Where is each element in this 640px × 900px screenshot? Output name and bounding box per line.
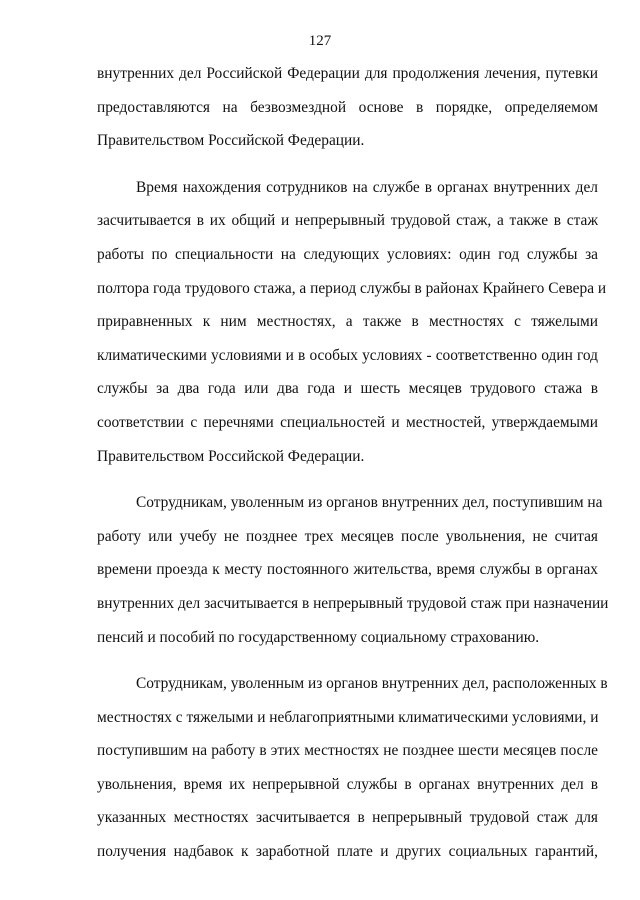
paragraph-3 bbox=[97, 486, 609, 654]
text-line: Время нахождения сотрудников на службе в органах внутренних дел bbox=[136, 178, 598, 196]
paragraph-2 bbox=[97, 171, 607, 473]
text-line: приравненных к ним местностях, а также в местностях с тяжелыми bbox=[97, 313, 598, 331]
text-line: Сотрудникам, уволенным из органов внутренних дел, расположенных в bbox=[136, 675, 608, 693]
body-text bbox=[97, 57, 609, 869]
text-line: соответствии с перечнями специальностей и местностей, утверждаемыми bbox=[97, 413, 598, 431]
text-line: Сотрудникам, уволенным из органов внутренних дел, поступившим на bbox=[136, 494, 603, 512]
paragraph-4 bbox=[97, 667, 608, 869]
text-line: местностях с тяжелыми и неблагоприятными климатическими условиями, и bbox=[97, 708, 599, 726]
text-line: работу или учебу не позднее трех месяцев после увольнения, не считая bbox=[97, 527, 598, 545]
text-line: предоставляются на безвозмездной основе в порядке, определяемом bbox=[97, 98, 598, 116]
text-line: увольнения, время их непрерывной службы в органах внутренних дел в bbox=[97, 775, 598, 793]
text-line: Правительством Российской Федерации. bbox=[97, 447, 365, 465]
text-line: внутренних дел засчитывается в непрерывный трудовой стаж при назначении bbox=[97, 594, 609, 612]
text-line: времени проезда к месту постоянного жительства, время службы в органах bbox=[97, 561, 598, 579]
paragraph-1 bbox=[97, 57, 598, 158]
page-number: 127 bbox=[308, 33, 332, 49]
text-line: пенсий и пособий по государственному социальному страхованию. bbox=[97, 628, 540, 646]
text-line: указанных местностях засчитывается в непрерывный трудовой стаж для bbox=[97, 809, 598, 827]
text-line: климатическими условиями и в особых условиях - соответственно один год bbox=[97, 346, 598, 364]
text-line: Правительством Российской Федерации. bbox=[97, 132, 365, 150]
text-line: полтора года трудового стажа, а период службы в районах Крайнего Севера и bbox=[97, 279, 607, 297]
text-line: работы по специальности на следующих условиях: один год службы за bbox=[97, 245, 598, 263]
text-line: внутренних дел Российской Федерации для продолжения лечения, путевки bbox=[97, 65, 598, 82]
text-line: поступившим на работу в этих местностях не позднее шести месяцев после bbox=[97, 742, 598, 760]
text-line: службы за два года или два года и шесть месяцев трудового стажа в bbox=[97, 380, 598, 398]
text-line: засчитывается в их общий и непрерывный трудовой стаж, а также в стаж bbox=[97, 212, 598, 230]
text-line: получения надбавок к заработной плате и других социальных гарантий, bbox=[97, 843, 598, 861]
